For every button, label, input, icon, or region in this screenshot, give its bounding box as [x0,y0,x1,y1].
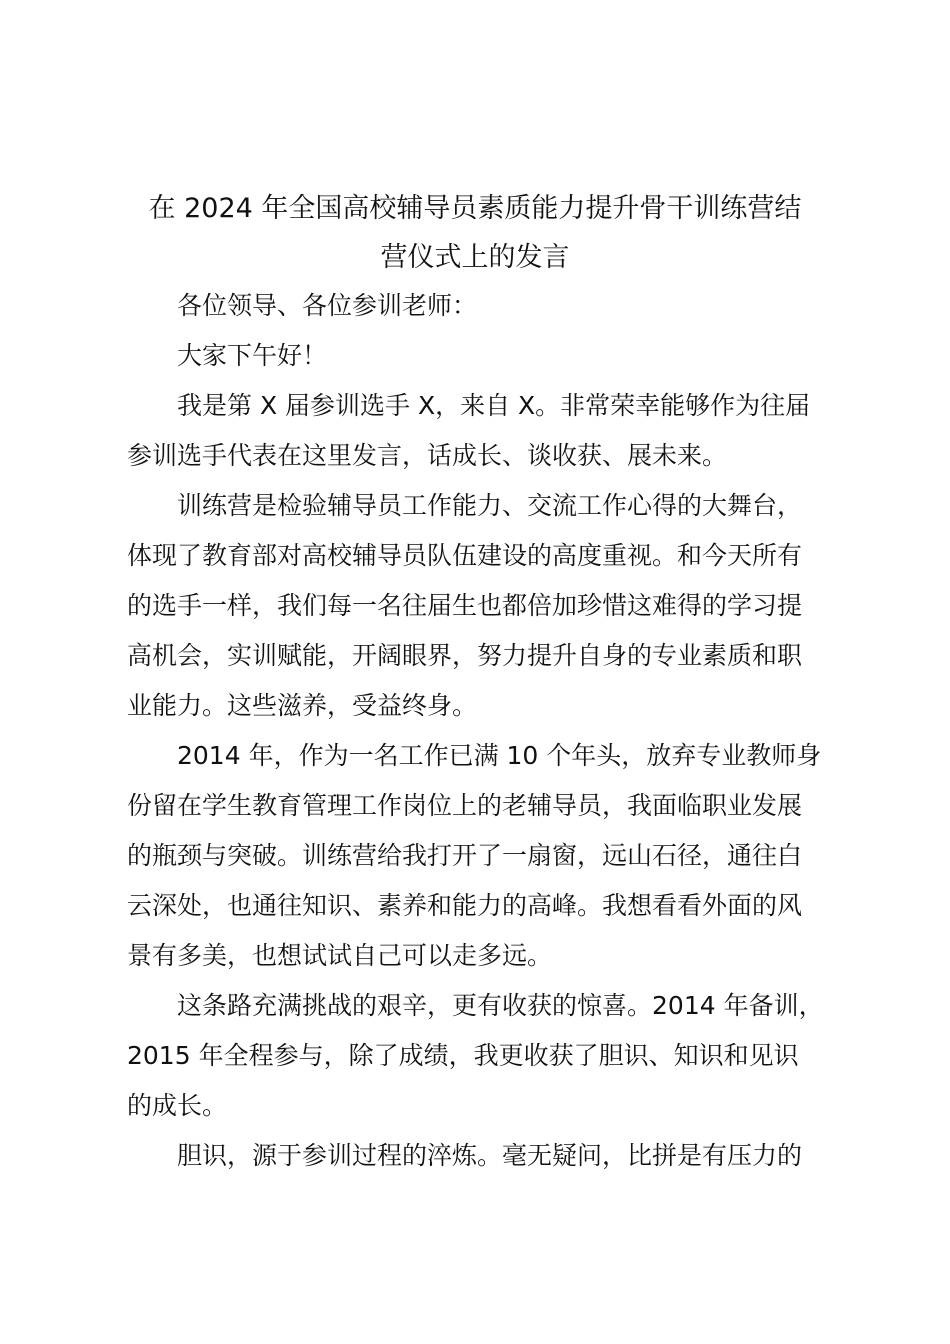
paragraph-line: 业能力。这些滋养，受益终身。 [127,691,478,720]
salutation: 各位领导、各位参训老师： [177,291,478,320]
paragraph-line: 胆识，源于参训过程的淬炼。毫无疑问，比拼是有压力的 [177,1141,803,1170]
paragraph-line: 这条路充满挑战的艰辛，更有收获的惊喜。2014 年备训， [177,991,824,1020]
paragraph-line: 的瓶颈与突破。训练营给我打开了一扇窗，远山石径，通往白 [127,841,803,870]
paragraph-line: 训练营是检验辅导员工作能力、交流工作心得的大舞台， [177,491,803,520]
paragraph-line: 份留在学生教育管理工作岗位上的老辅导员，我面临职业发展 [127,791,803,820]
paragraph-line: 云深处，也通往知识、素养和能力的高峰。我想看看外面的风 [127,891,803,920]
paragraph-line: 我是第 X 届参训选手 X，来自 X。非常荣幸能够作为往届 [177,391,811,420]
paragraph-line: 高机会，实训赋能，开阔眼界，努力提升自身的专业素质和职 [127,641,803,670]
paragraph-line: 2015 年全程参与，除了成绩，我更收获了胆识、知识和见识 [127,1041,799,1070]
greeting: 大家下午好！ [177,341,328,370]
paragraph-line: 2014 年，作为一名工作已满 10 个年头，放弃专业教师身 [177,741,822,770]
paragraph-line: 参训选手代表在这里发言，话成长、谈收获、展未来。 [127,441,728,470]
paragraph-line: 体现了教育部对高校辅导员队伍建设的高度重视。和今天所有 [127,541,803,570]
paragraph-line: 的选手一样，我们每一名往届生也都倍加珍惜这难得的学习提 [127,591,803,620]
title-line-2: 营仪式上的发言 [380,242,570,273]
paragraph-line: 的成长。 [127,1091,228,1120]
paragraph-line: 景有多美，也想试试自己可以走多远。 [127,941,553,970]
title-line-1: 在 2024 年全国高校辅导员素质能力提升骨干训练营结 [148,193,802,224]
